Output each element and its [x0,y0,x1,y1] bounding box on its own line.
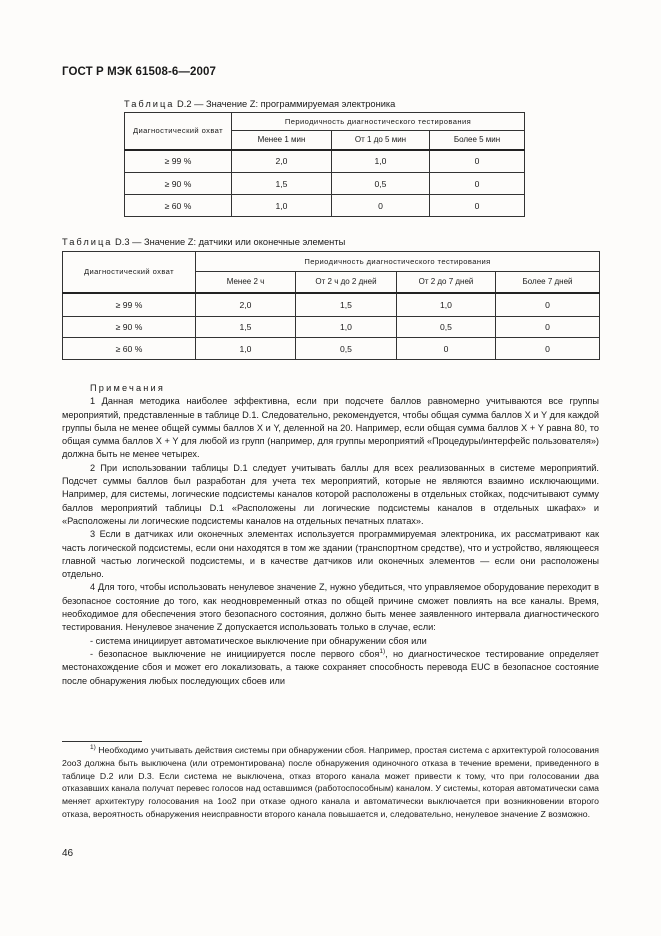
table-d3-col-header: От 2 до 7 дней [397,272,496,293]
table-d2-caption-text: D.2 — Значение Z: программируемая электроника [177,99,396,109]
value-cell: 1,0 [296,317,397,338]
table-d2-group-header: Периодичность диагностического тестирования [232,113,525,131]
value-cell: 1,5 [296,293,397,317]
table-d3-group-header: Периодичность диагностического тестирования [196,252,600,272]
value-cell: 0 [496,293,600,317]
note-4-item-2 [62,648,599,688]
note-4-item-2-text-b: , но диагностическое тестирование определяет местонахождение сбоя и может его локализовать, а также сохраняет способность перевода EUC в безопасное состояние после обнаружения любых последующих сбоев или [62,648,599,686]
footnote [62,744,599,821]
note-4-item-1: - система инициирует автоматическое выключение при обнаружении сбоя или [90,635,427,646]
value-cell: 0 [430,173,525,195]
table-d2-caption-word: Таблица [124,99,175,109]
coverage-cell: ≥ 90 % [63,317,196,338]
value-cell: 0 [430,195,525,217]
table-row [125,173,525,195]
footnote-ref: 1) [379,647,386,655]
coverage-cell: ≥ 90 % [125,173,232,195]
value-cell: 2,0 [196,293,296,317]
value-cell: 0 [496,338,600,360]
table-d3-coverage-header: Диагностический охват [63,252,196,293]
table-row [63,293,600,317]
footnote-divider [62,741,142,742]
table-row [63,317,600,338]
table-row [125,195,525,217]
note-1: 1 Данная методика наиболее эффективна, если при подсчете баллов равномерно учитываются все группы мероприятий, представленные в таблице D.1. Следовательно, рекомендуется, чтобы общая сумма баллов X и Y для каждой группы была не менее общей суммы баллов X и Y, деленной на 20. Например, если общая сумма баллов X + Y равна 80, то общая сумма баллов X + Y для любой из групп (например, для группы мероприятий «Процедуры/интерфейс пользователя») должна быть не менее четырех. [62,396,599,460]
coverage-cell: ≥ 99 % [63,293,196,317]
value-cell: 0 [332,195,430,217]
table-d3-col-header: От 2 ч до 2 дней [296,272,397,293]
table-d2-col-header: От 1 до 5 мин [332,131,430,150]
value-cell: 1,0 [196,338,296,360]
value-cell: 1,0 [397,293,496,317]
table-d3-col-header: Менее 2 ч [196,272,296,293]
value-cell: 1,5 [232,173,332,195]
note-4-item-2-text-a: - безопасное выключение не инициируется после первого сбоя [90,648,380,659]
value-cell: 0 [496,317,600,338]
value-cell: 0,5 [332,173,430,195]
footnote-mark: 1) [90,744,96,752]
table-d3-caption [62,237,345,247]
coverage-cell: ≥ 60 % [63,338,196,360]
value-cell: 1,0 [332,150,430,173]
value-cell: 1,5 [196,317,296,338]
table-d2-caption [124,99,395,109]
notes-section [62,382,599,688]
table-d3-col-header: Более 7 дней [496,272,600,293]
table-d2-col-header: Менее 1 мин [232,131,332,150]
footnote-text: Необходимо учитывать действия системы при обнаружении сбоя. Например, простая система с архитектурой голосования 2оо3 должна быть выключена (или отремонтирована) после обнаружения одиночного отказа в течение времени, приведенного в таблице D.2 или D.3. Если система не выключена, отказ второго канала может привести к тому, что при голосовании два отказавших канала получат перевес голосов над оставшимся (работоспособным) каналом. У системы, которая автоматически сама меняет архитектуру голосования на 1оо2 при отказе одного канала и автоматически выключается при возникновении второго отказа, вероятность обнаружения неисправности второго канала повышается и, следовательно, ненулевое значение Z возможно. [62,745,599,819]
table-d2 [124,112,525,217]
page-number: 46 [62,848,74,859]
notes-title: Примечания [90,383,166,393]
value-cell: 0 [430,150,525,173]
table-d2-col-header: Более 5 мин [430,131,525,150]
value-cell: 1,0 [232,195,332,217]
table-d2-coverage-header: Диагностический охват [125,113,232,150]
table-d3 [62,251,600,360]
coverage-cell: ≥ 60 % [125,195,232,217]
value-cell: 0,5 [397,317,496,338]
value-cell: 0,5 [296,338,397,360]
standard-header: ГОСТ Р МЭК 61508-6—2007 [62,66,216,78]
value-cell: 0 [397,338,496,360]
coverage-cell: ≥ 99 % [125,150,232,173]
note-4: 4 Для того, чтобы использовать ненулевое значение Z, нужно убедиться, что управляемое оборудование переходит в безопасное состояние до того, как неодновременный отказ по общей причине сможет повлиять на все каналы. Время, необходимое для обеспечения этого безопасного состояния, должно быть менее заявленного интервала диагностического тестирования. Ненулевое значение Z допускается использовать только в случае, если: [62,582,599,633]
table-row [125,150,525,173]
note-3: 3 Если в датчиках или оконечных элементах используется программируемая электроника, их рассматривают как часть логической подсистемы, если они находятся в том же здании (транспортном средстве), что и устройство, являющееся главной частью логической подсистемы, и в качестве датчиков или оконечных элементов — если они расположены отдельно. [62,529,599,580]
table-d3-caption-word: Таблица [62,237,113,247]
value-cell: 2,0 [232,150,332,173]
table-d3-caption-text: D.3 — Значение Z: датчики или оконечные элементы [115,237,346,247]
table-row [63,338,600,360]
note-2: 2 При использовании таблицы D.1 следует учитывать баллы для всех реализованных в системе мероприятий. Подсчет суммы баллов был разработан для учета тех мероприятий, которые не являются взаимно исключающими. Например, для системы, логические подсистемы каналов которой расположены в отдельных стойках, подсчитывают сумму баллов мероприятий таблицы D.1 «Расположены ли логические подсистемы каналов в отдельных шкафах» и «Расположены ли логические подсистемы каналов на отдельных печатных платах». [62,462,599,526]
